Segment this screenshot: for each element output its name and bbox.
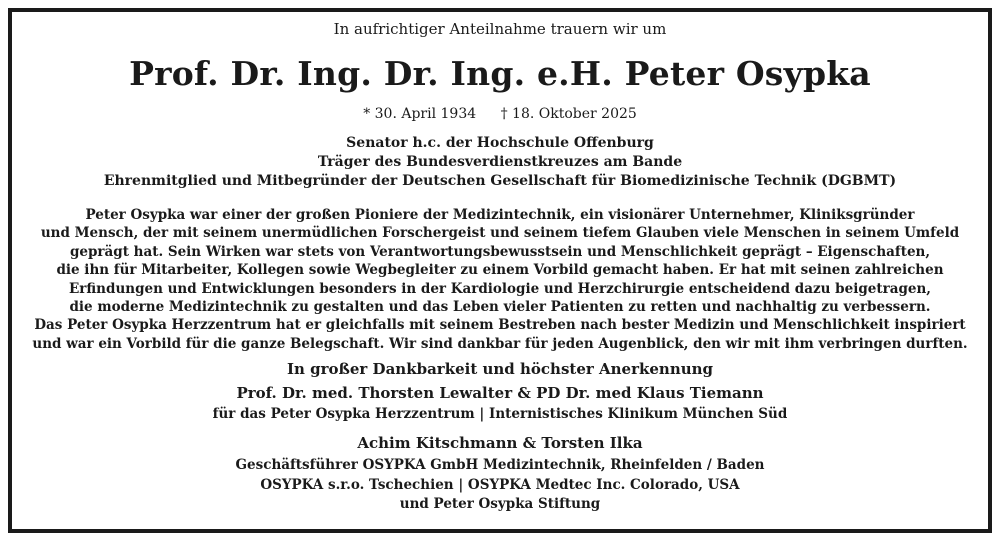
life-dates (0, 106, 1000, 122)
signatory-affiliation: OSYPKA s.r.o. Tschechien | OSYPKA Medtec Inc. Colorado, USA (260, 476, 740, 493)
title-line: Ehrenmitglied und Mitbegründer der Deutschen Gesellschaft für Biomedizinische Technik (DGBMT) (103, 173, 897, 189)
deceased-name: Prof. Dr. Ing. Dr. Ing. e.H. Peter Osypka (129, 54, 871, 93)
bio-line: Peter Osypka war einer der großen Pioniere der Medizintechnik, ein visionärer Unternehmer, Kliniksgründer (85, 207, 915, 223)
bio-line: die ihn für Mitarbeiter, Kollegen sowie Wegbegleiter zu einem Vorbild gemacht haben. Er hat mit seinen zahlreichen (56, 262, 944, 279)
intro-line: In aufrichtiger Anteilnahme trauern wir um (333, 20, 667, 38)
bio-line: und Mensch, der mit seinem unermüdlichen Forschergeist und seinem tiefem Glauben viele Menschen in seinem Umfeld (40, 225, 960, 242)
death-date: † 18. Oktober 2025 (500, 106, 637, 122)
title-line: Senator h.c. der Hochschule Offenburg (346, 135, 654, 151)
honorary-titles (0, 134, 1000, 191)
bio-line: Das Peter Osypka Herzzentrum hat er gleichfalls mit seinem Bestreben nach bester Medizin und Menschlichkeit inspiriert (34, 317, 966, 334)
signatory-affiliation: Geschäftsführer OSYPKA GmbH Medizintechnik, Rheinfelden / Baden (235, 457, 765, 473)
signatory-names: Prof. Dr. med. Thorsten Lewalter & PD Dr. med Klaus Tiemann (236, 384, 764, 402)
bio-line: geprägt hat. Sein Wirken war stets von Verantwortungsbewusstsein und Menschlichkeit geprägt – Eigenschaften, (69, 243, 931, 260)
signatory-affiliation: und Peter Osypka Stiftung (399, 496, 601, 512)
thanks-line: In großer Dankbarkeit und höchster Anerkennung (286, 360, 714, 378)
title-line: Träger des Bundesverdienstkreuzes am Bande (317, 154, 683, 170)
birth-date: * 30. April 1934 (363, 106, 477, 122)
bio-line: und war ein Vorbild für die ganze Belegschaft. Wir sind dankbar für jeden Augenblick, den wir mit ihm verbringen durften. (32, 335, 968, 352)
signatory-affiliation: für das Peter Osypka Herzzentrum | Internistisches Klinikum München Süd (212, 406, 788, 422)
signatory-names: Achim Kitschmann & Torsten Ilka (357, 434, 643, 452)
bio-line: die moderne Medizintechnik zu gestalten und das Leben vieler Patienten zu retten und nachhaltig zu verbessern. (69, 299, 931, 316)
signatory-affiliations (0, 456, 1000, 515)
bio-line: Erfindungen und Entwicklungen besonders in der Kardiologie und Herzchirurgie entscheidend dazu beigetragen, (68, 280, 932, 297)
biography-paragraph (0, 206, 1000, 353)
